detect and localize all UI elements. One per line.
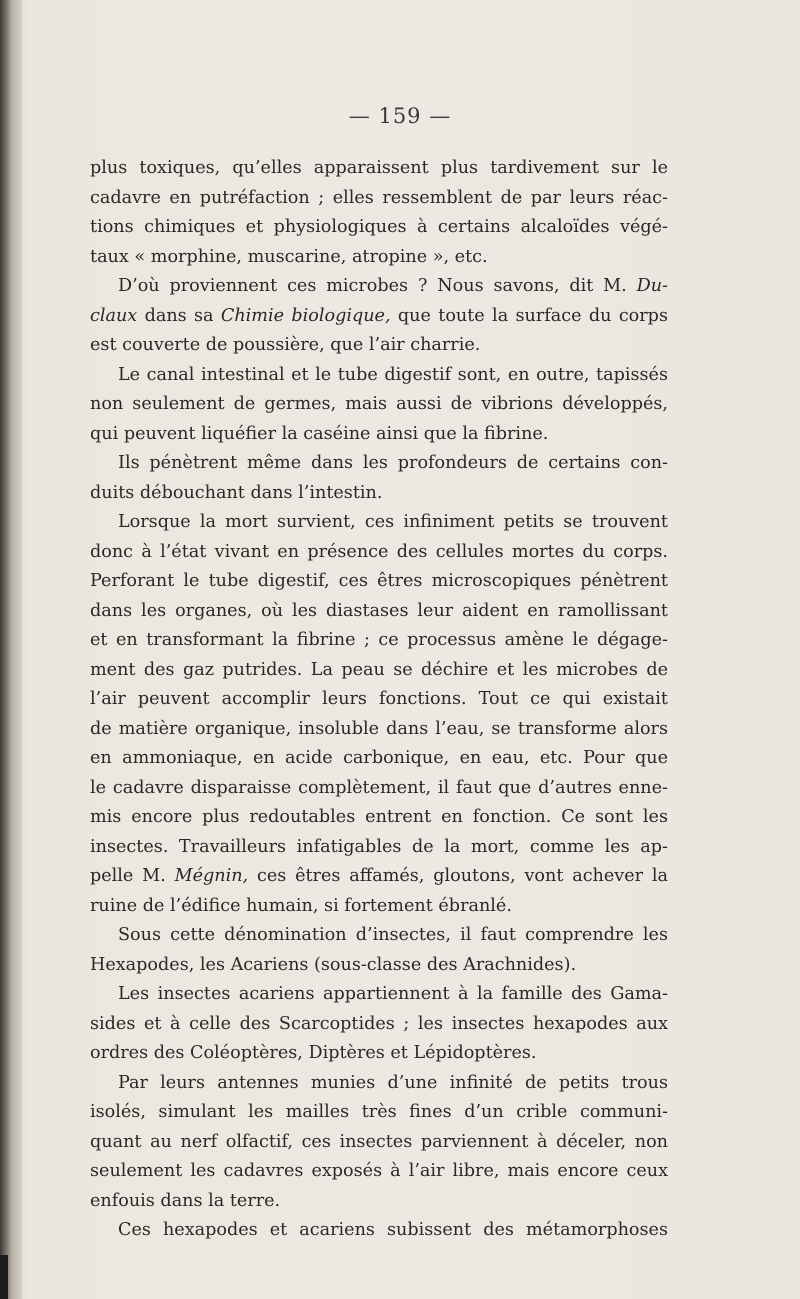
text-line: Ils pénètrent même dans les profondeurs de certains con-: [118, 453, 668, 473]
text-line: cadavre en putréfaction ; elles ressemblent de par leurs réac-: [90, 187, 668, 208]
text-line: qui peuvent liquéfier la caséine ainsi que la fibrine.: [90, 423, 549, 444]
text-line: quant au nerf olfactif, ces insectes parviennent à déceler, non: [90, 1131, 668, 1152]
text-line: plus toxiques, qu’elles apparaissent plus tardivement sur le: [90, 158, 668, 178]
text-line: taux « morphine, muscarine, atropine », etc.: [90, 246, 488, 267]
text-line: en ammoniaque, en acide carbonique, en eau, etc. Pour que: [90, 748, 668, 768]
italic-name: Chimie biologique,: [220, 305, 391, 326]
text-line: [90, 862, 668, 892]
text-segment: D’où proviennent ces microbes ? Nous savons, dit M.: [118, 276, 637, 296]
body-text: [90, 154, 668, 1246]
text-line: ruine de l’édifice humain, si fortement ébranlé.: [90, 895, 512, 916]
text-line: duits débouchant dans l’intestin.: [90, 482, 383, 503]
text-line: Sous cette dénomination d’insectes, il faut comprendre les: [118, 925, 668, 945]
text-line: de matière organique, insoluble dans l’eau, se transforme alors: [90, 718, 668, 739]
text-segment: que toute la surface du corps: [390, 305, 668, 326]
text-line: Hexapodes, les Acariens (sous-classe des Arachnides).: [90, 954, 577, 975]
text-line: tions chimiques et physiologiques à certains alcaloïdes végé-: [90, 217, 668, 237]
text-line: l’air peuvent accomplir leurs fonctions. Tout ce qui existait: [90, 689, 668, 709]
text-line: ment des gaz putrides. La peau se déchire et les microbes de: [90, 659, 668, 680]
text-line: sides et à celle des Scarcoptides ; les insectes hexapodes aux: [90, 1013, 668, 1034]
text-line: Le canal intestinal et le tube digestif sont, en outre, tapissés: [118, 364, 668, 385]
text-line: mis encore plus redoutables entrent en fonction. Ce sont les: [90, 807, 668, 827]
text-line: Perforant le tube digestif, ces êtres microscopiques pénètrent: [90, 571, 668, 591]
text-line: Lorsque la mort survient, ces infiniment petits se trouvent: [118, 512, 668, 532]
text-line: seulement les cadavres exposés à l’air libre, mais encore ceux: [90, 1161, 668, 1181]
italic-name: Mégnin,: [174, 866, 249, 886]
page-number: — 159 —: [348, 104, 452, 128]
binding-tab: [0, 1255, 8, 1299]
text-segment: ces êtres affamés, gloutons, vont achever la: [248, 866, 668, 886]
text-line: ordres des Coléoptères, Diptères et Lépidoptères.: [90, 1043, 537, 1063]
text-line: [90, 302, 668, 332]
text-line: dans les organes, où les diastases leur aident en ramollissant: [90, 600, 668, 621]
text-line: [90, 272, 668, 302]
text-line: enfouis dans la terre.: [90, 1190, 281, 1211]
text-line: non seulement de germes, mais aussi de vibrions développés,: [90, 394, 668, 414]
text-line: et en transformant la fibrine ; ce processus amène le dégage-: [90, 630, 668, 650]
text-segment: pelle M.: [90, 866, 175, 886]
italic-name: claux: [90, 305, 138, 326]
text-line: le cadavre disparaisse complètement, il faut que d’autres enne-: [90, 777, 668, 798]
text-line: Les insectes acariens appartiennent à la famille des Gama-: [118, 984, 668, 1004]
text-line: Par leurs antennes munies d’une infinité de petits trous: [118, 1072, 668, 1093]
text-line: Ces hexapodes et acariens subissent des métamorphoses: [118, 1220, 668, 1240]
text-line: insectes. Travailleurs infatigables de la mort, comme les ap-: [90, 836, 668, 857]
book-binding-edge: [0, 0, 22, 1299]
text-line: donc à l’état vivant en présence des cellules mortes du corps.: [90, 541, 668, 562]
text-line: est couverte de poussière, que l’air charrie.: [90, 335, 481, 355]
italic-name: Du-: [636, 276, 668, 296]
text-line: isolés, simulant les mailles très fines d’un crible communi-: [90, 1102, 668, 1122]
text-segment: dans sa: [137, 305, 221, 326]
